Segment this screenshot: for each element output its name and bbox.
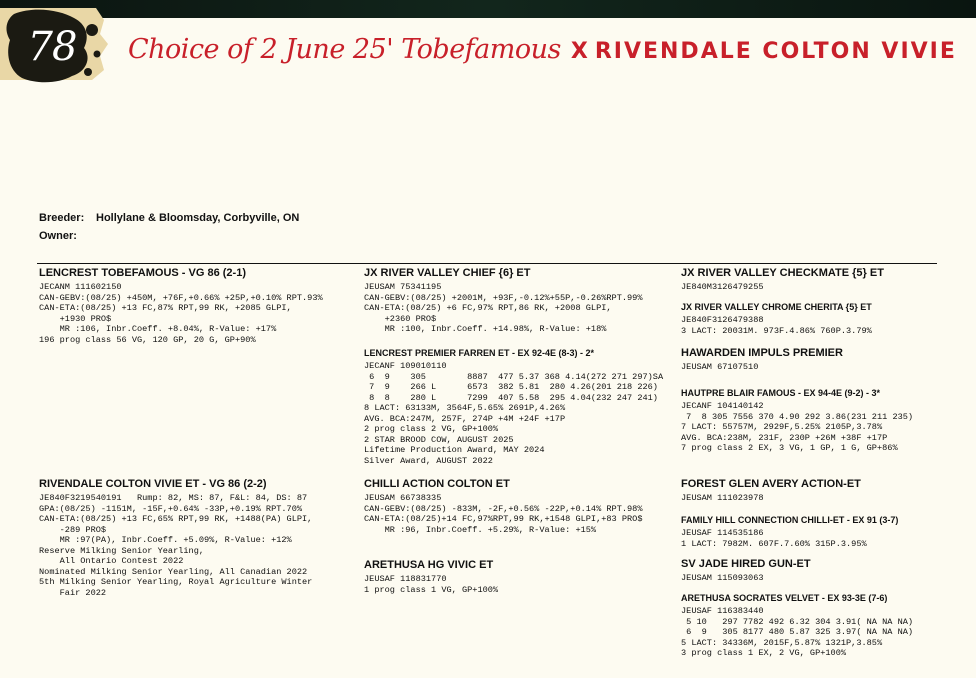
entry-dam-dam-sire: [681, 558, 811, 584]
detail-line: Fair 2022: [39, 587, 107, 598]
detail-line: JEUSAM 115093063: [681, 573, 764, 583]
entry-dam-sire: [364, 478, 642, 535]
entry-dam: [39, 478, 312, 598]
entry-sire-dam-sire: [681, 347, 843, 373]
entry-name: RIVENDALE COLTON VIVIE ET - VG 86 (2-2): [39, 478, 267, 490]
detail-line: JE840F3219540191 Rump: 82, MS: 87, F&L: 84, DS: 87: [39, 493, 308, 503]
detail-line: AVG. BCA:238M, 231F, 230P +26M +38F +17P: [681, 432, 888, 443]
detail-line: 5 LACT: 34336M, 2015F,5.87% 1321P,3.85%: [681, 637, 883, 648]
entry-name: SV JADE HIRED GUN-ET: [681, 558, 811, 570]
entry-sire-dam: [364, 348, 663, 466]
entry-details: [364, 361, 663, 466]
entry-dam-sire-sire: [681, 478, 861, 504]
detail-line: CAN-GEBV:(08/25) -833M, -2F,+0.56% -22P,+0.14% RPT.98%: [364, 503, 643, 514]
detail-line: 2 STAR BROOD COW, AUGUST 2025: [364, 434, 514, 445]
detail-line: JECANF 104140142: [681, 401, 764, 411]
detail-line: JEUSAM 111023978: [681, 493, 764, 503]
breeder-label: Breeder:: [39, 212, 85, 224]
entry-details: [681, 362, 843, 373]
pedigree-divider: [37, 263, 937, 264]
breeder-row: [39, 212, 299, 224]
detail-line: Silver Award, AUGUST 2022: [364, 455, 493, 466]
detail-line: 7 8 305 7556 370 4.90 292 3.86(231 211 235): [681, 411, 914, 422]
breeder-value: Hollylane & Bloomsday, Corbyville, ON: [96, 212, 300, 224]
detail-line: JEUSAF 118831770: [364, 574, 447, 584]
detail-line: 1 LACT: 7982M. 607F.7.60% 315P.3.95%: [681, 538, 867, 549]
detail-line: JE840F3126479388: [681, 315, 764, 325]
entry-details: [681, 282, 884, 293]
entry-sire-sire: [364, 267, 642, 335]
detail-line: 6 9 305 8177 480 5.87 325 3.97( NA NA NA): [681, 627, 914, 637]
entry-sire-sire-dam: [681, 302, 872, 336]
entry-details: [681, 493, 861, 504]
detail-line: AVG. BCA:247M, 257F, 274P +4M +24F +17P: [364, 413, 566, 424]
detail-line: JEUSAM 75341195: [364, 282, 442, 292]
entry-name: FOREST GLEN AVERY ACTION-ET: [681, 478, 861, 490]
detail-line: 3 prog class 1 EX, 2 VG, GP+100%: [681, 648, 847, 658]
title-dam-name: RIVENDALE COLTON VIVIE: [594, 39, 957, 64]
entry-sire-sire-sire: [681, 267, 884, 293]
detail-line: 2 prog class 2 VG, GP+100%: [364, 424, 499, 434]
detail-line: CAN-ETA:(08/25) +13 FC,65% RPT,99 RK, +1488(PA) GLPI,: [39, 514, 313, 524]
owner-row: [39, 230, 96, 242]
entry-details: [681, 528, 898, 549]
lot-number: 78: [27, 24, 77, 70]
detail-line: MR :96, Inbr.Coeff. +5.29%, R-Value: +15%: [364, 524, 597, 535]
detail-line: 5 10 297 7782 492 6.32 304 3.91( NA NA NA): [681, 616, 914, 627]
detail-line: CAN-ETA:(08/25) +13 FC,87% RPT,99 RK, +2085 GLPI,: [39, 303, 292, 313]
detail-line: +2360 PRO$: [364, 313, 437, 324]
entry-name: HAWARDEN IMPULS PREMIER: [681, 347, 843, 359]
entry-details: [681, 401, 913, 454]
entry-details: [364, 493, 642, 535]
entry-name: LENCREST TOBEFAMOUS - VG 86 (2-1): [39, 267, 246, 279]
detail-line: JECANF 109010110: [364, 361, 447, 371]
detail-line: All Ontario Contest 2022: [39, 556, 184, 566]
detail-line: Reserve Milking Senior Yearling,: [39, 545, 205, 556]
entry-details: [39, 282, 323, 345]
detail-line: Nominated Milking Senior Yearling, All Canadian 2022: [39, 566, 308, 577]
page-title: [128, 34, 957, 65]
entry-name: ARETHUSA SOCRATES VELVET - EX 93-3E (7-6): [681, 593, 888, 603]
entry-name: HAUTPRE BLAIR FAMOUS - EX 94-4E (9-2) - 3*: [681, 388, 881, 398]
detail-line: 8 8 280 L 7299 407 5.58 295 4.04(232 247 241): [364, 392, 658, 403]
owner-label: Owner:: [39, 230, 77, 242]
detail-line: 7 LACT: 55757M, 2929F,5.25% 2105P,3.78%: [681, 422, 883, 432]
entry-details: [681, 315, 872, 336]
entry-details: [364, 282, 642, 335]
detail-line: MR :100, Inbr.Coeff. +14.98%, R-Value: +18%: [364, 324, 607, 334]
detail-line: MR :97(PA), Inbr.Coeff. +5.09%, R-Value: +12%: [39, 535, 292, 545]
entry-dam-sire-dam: [681, 515, 898, 549]
detail-line: GPA:(08/25) -1151M, -15F,+0.64% -33P,+0.19% RPT.70%: [39, 503, 303, 514]
entry-name: ARETHUSA HG VIVIC ET: [364, 559, 494, 571]
entry-details: [39, 493, 312, 598]
detail-line: JEUSAF 114535186: [681, 528, 764, 538]
detail-line: MR :106, Inbr.Coeff. +8.04%, R-Value: +17%: [39, 324, 277, 334]
entry-name: LENCREST PREMIER FARREN ET - EX 92-4E (8-3) - 2*: [364, 348, 595, 358]
detail-line: 3 LACT: 20031M. 973F.4.86% 760P.3.79%: [681, 325, 872, 336]
entry-name: JX RIVER VALLEY CHECKMATE {5} ET: [681, 267, 884, 279]
detail-line: JECANM 111602150: [39, 282, 122, 292]
detail-line: CAN-ETA:(08/25)+14 FC,97%RPT,99 RK,+1548 GLPI,+83 PRO$: [364, 514, 643, 524]
entry-name: FAMILY HILL CONNECTION CHILLI-ET - EX 91 (3-7): [681, 515, 899, 525]
detail-line: 1 prog class 1 VG, GP+100%: [364, 584, 499, 595]
detail-line: CAN-GEBV:(08/25) +450M, +76F,+0.66% +25P,+0.10% RPT.93%: [39, 292, 323, 303]
detail-line: 196 prog class 56 VG, 120 GP, 20 G, GP+90%: [39, 334, 256, 345]
detail-line: 7 prog class 2 EX, 3 VG, 1 GP, 1 G, GP+86%: [681, 443, 898, 453]
entry-details: [681, 573, 811, 584]
detail-line: 8 LACT: 63133M, 3564F,5.65% 2691P,4.26%: [364, 403, 566, 413]
detail-line: 7 9 266 L 6573 382 5.81 280 4.26(201 218 226): [364, 382, 658, 392]
entry-dam-dam: [364, 559, 498, 595]
detail-line: JEUSAM 67107510: [681, 362, 759, 372]
entry-details: [364, 574, 498, 595]
detail-line: Lifetime Production Award, MAY 2024: [364, 445, 545, 455]
detail-line: CAN-ETA:(08/25) +6 FC,97% RPT,86 RK, +2008 GLPI,: [364, 303, 612, 313]
entry-name: JX RIVER VALLEY CHIEF {6} ET: [364, 267, 531, 279]
detail-line: JEUSAF 116383440: [681, 606, 764, 616]
entry-name: JX RIVER VALLEY CHROME CHERITA {5} ET: [681, 302, 872, 312]
detail-line: CAN-GEBV:(08/25) +2001M, +93F,-0.12%+55P,-0.26%RPT.99%: [364, 292, 643, 303]
entry-dam-dam-dam: [681, 593, 913, 659]
detail-line: JEUSAM 66738335: [364, 493, 442, 503]
title-script: Choice of 2 June 25' Tobefamous: [128, 34, 561, 65]
entry-sire-dam-dam: [681, 388, 913, 454]
detail-line: -289 PRO$: [39, 524, 107, 535]
detail-line: +1930 PRO$: [39, 313, 112, 324]
entry-sire: [39, 267, 323, 345]
detail-line: 6 9 305 8887 477 5.37 368 4.14(272 271 297)SA: [364, 371, 664, 382]
entry-name: CHILLI ACTION COLTON ET: [364, 478, 510, 490]
entry-details: [681, 606, 913, 659]
detail-line: 5th Milking Senior Yearling, Royal Agriculture Winter: [39, 577, 313, 587]
top-band: [0, 0, 976, 18]
detail-line: JE840M3126479255: [681, 282, 764, 292]
title-cross: X: [570, 39, 588, 64]
